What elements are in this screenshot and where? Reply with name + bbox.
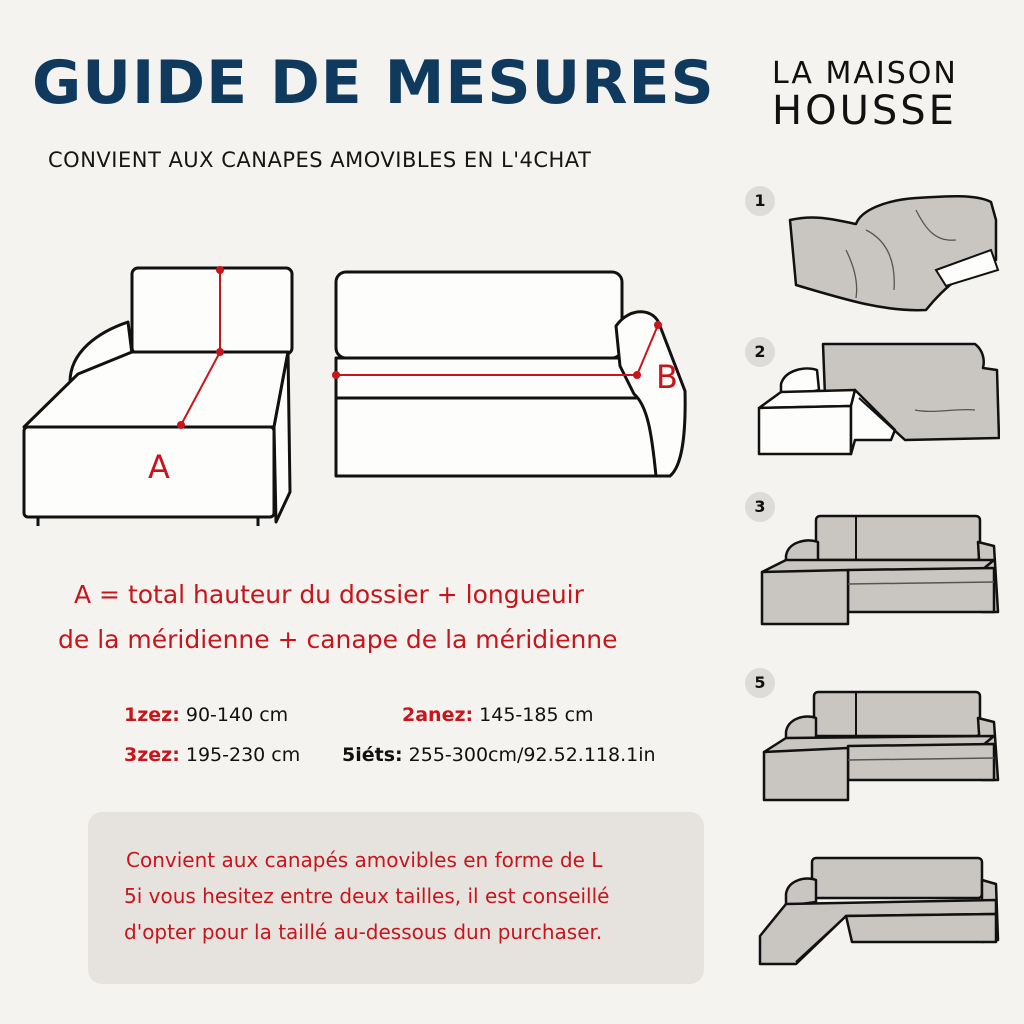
note-box [88, 812, 704, 984]
size-4-value: 255-300cm/92.52.118.1in [408, 744, 656, 766]
formula-line1: A = total hauteur du dossier + longueuir [74, 580, 584, 609]
step-1-illustration [786, 190, 1000, 320]
size-1-value: 90-140 cm [185, 704, 289, 726]
size-2-value: 145-185 cm [479, 704, 594, 726]
step-1-badge: 1 [745, 186, 775, 216]
step-5-illustration [760, 688, 1000, 804]
size-4-label: 5iéts: [342, 744, 403, 766]
size-2 [402, 704, 594, 726]
size-1-label: 1zez: [124, 704, 180, 726]
size-3 [124, 744, 300, 766]
step-3-badge: 3 [745, 492, 775, 522]
sofa-diagram [330, 266, 700, 486]
step-5-badge: 5 [745, 668, 775, 698]
size-3-label: 3zez: [124, 744, 180, 766]
brand-logo-line1: LA MAISON [772, 56, 958, 91]
step-2-badge: 2 [745, 337, 775, 367]
subtitle: CONVIENT AUX CANAPES AMOVIBLES EN L'4CHAT [48, 148, 592, 172]
step-3-illustration [758, 512, 1000, 632]
label-b: B [656, 358, 678, 396]
chaise-diagram [18, 262, 298, 532]
size-1 [124, 704, 288, 726]
label-a: A [148, 448, 170, 486]
size-4 [342, 744, 656, 766]
brand-logo-line2: HOUSSE [772, 88, 957, 134]
page-title: GUIDE DE MESURES [32, 48, 715, 118]
note-line-1: Convient aux canapés amovibles en forme de L [126, 848, 603, 872]
size-2-label: 2anez: [402, 704, 474, 726]
step-final-illustration [756, 854, 1000, 968]
size-3-value: 195-230 cm [185, 744, 301, 766]
note-line-3: d'opter pour la taillé au-dessous dun purchaser. [124, 920, 603, 944]
formula-line2: de la méridienne + canape de la méridienne [58, 625, 618, 654]
step-2-illustration [755, 340, 1000, 460]
note-line-2: 5i vous hesitez entre deux tailles, il est conseillé [124, 884, 610, 908]
